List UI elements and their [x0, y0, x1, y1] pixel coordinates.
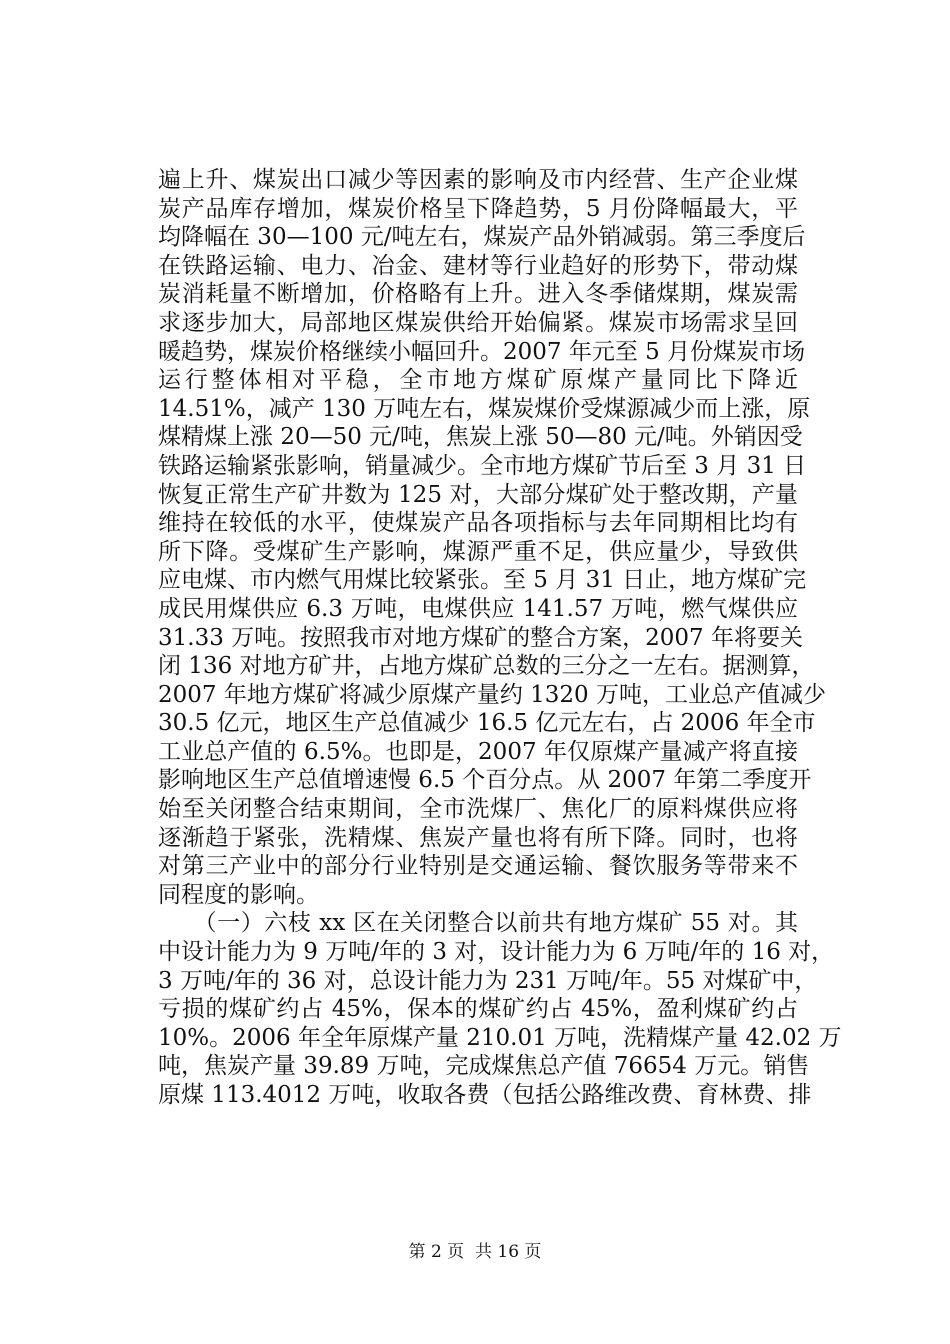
text-line: 炭消耗量不断增加，价格略有上升。进入冬季储煤期，煤炭需	[158, 281, 798, 308]
text-line: 恢复正常生产矿井数为 125 对，大部分煤矿处于整改期，产量	[158, 481, 798, 508]
text-line: 运行整体相对平稳，全市地方煤矿原煤产量同比下降近	[158, 367, 798, 394]
text-line: 31.33 万吨。按照我市对地方煤矿的整合方案，2007 年将要关	[158, 624, 803, 651]
text-line: 3 万吨/年的 36 对，总设计能力为 231 万吨/年。55 对煤矿中，	[158, 967, 818, 994]
text-line: 所下降。受煤矿生产影响，煤源严重不足，供应量少，导致供	[158, 538, 798, 565]
text-line: 吨，焦炭产量 39.89 万吨，完成煤焦总产值 76654 万元。销售	[158, 1053, 810, 1080]
text-line: 始至关闭整合结束期间，全市洗煤厂、焦化厂的原料煤供应将	[158, 796, 798, 823]
text-line: 闭 136 对地方矿井，占地方煤矿总数的三分之一左右。据测算，	[158, 653, 815, 680]
text-line: 求逐步加大，局部地区煤炭供给开始偏紧。煤炭市场需求呈回	[158, 309, 798, 336]
text-line: 影响地区生产总值增速慢 6.5 个百分点。从 2007 年第二季度开	[158, 767, 812, 794]
text-line: 10%。2006 年全年原煤产量 210.01 万吨，洗精煤产量 42.02 万	[158, 1024, 842, 1051]
text-line: 维持在较低的水平，使煤炭产品各项指标与去年同期相比均有	[158, 510, 798, 537]
text-line: 暖趋势，煤炭价格继续小幅回升。2007 年元至 5 月份煤炭市场	[158, 338, 806, 365]
text-line: 逐渐趋于紧张，洗精煤、焦炭产量也将有所下降。同时，也将	[158, 824, 798, 851]
text-line: 均降幅在 30—100 元/吨左右，煤炭产品外销减弱。第三季度后	[158, 224, 806, 251]
text-line: 炭产品库存增加，煤炭价格呈下降趋势，5 月份降幅最大，平	[158, 195, 798, 222]
text-line: 遍上升、煤炭出口减少等因素的影响及市内经营、生产企业煤	[158, 167, 798, 193]
text-line: 对第三产业中的部分行业特别是交通运输、餐饮服务等带来不	[158, 853, 798, 880]
text-line: 中设计能力为 9 万吨/年的 3 对，设计能力为 6 万吨/年的 16 对，	[158, 939, 835, 966]
text-line: 应电煤、市内燃气用煤比较紧张。至 5 月 31 日止，地方煤矿完	[158, 567, 807, 594]
document-body	[158, 166, 842, 1110]
text-line: 同程度的影响。	[158, 881, 319, 908]
text-line: 在铁路运输、电力、冶金、建材等行业趋好的形势下，带动煤	[158, 252, 798, 279]
text-line: 工业总产值的 6.5%。也即是，2007 年仅原煤产量减产将直接	[158, 738, 798, 765]
text-line: 原煤 113.4012 万吨，收取各费（包括公路维改费、育林费、排	[158, 1082, 812, 1108]
text-line: 14.51%，减产 130 万吨左右，煤炭煤价受煤源减少而上涨，原	[158, 395, 811, 422]
text-line: 成民用煤供应 6.3 万吨，电煤供应 141.57 万吨，燃气煤供应	[158, 595, 798, 622]
text-line: 亏损的煤矿约占 45%，保本的煤矿约占 45%，盈利煤矿约占	[158, 996, 798, 1023]
text-line: 30.5 亿元，地区生产总值减少 16.5 亿元左右，占 2006 年全市	[158, 710, 816, 737]
text-line: （一）六枝 xx 区在关闭整合以前共有地方煤矿 55 对。其	[158, 910, 798, 937]
text-line: 2007 年地方煤矿将减少原煤产量约 1320 万吨，工业总产值减少	[158, 681, 826, 708]
page-footer	[0, 1241, 950, 1263]
text-line: 铁路运输紧张影响，销量减少。全市地方煤矿节后至 3 月 31 日	[158, 452, 807, 479]
text-line: 煤精煤上涨 20—50 元/吨，焦炭上涨 50—80 元/吨。外销因受	[158, 424, 803, 451]
page-number: 第 2 页	[408, 1242, 465, 1262]
page-total: 共 16 页	[474, 1242, 542, 1262]
